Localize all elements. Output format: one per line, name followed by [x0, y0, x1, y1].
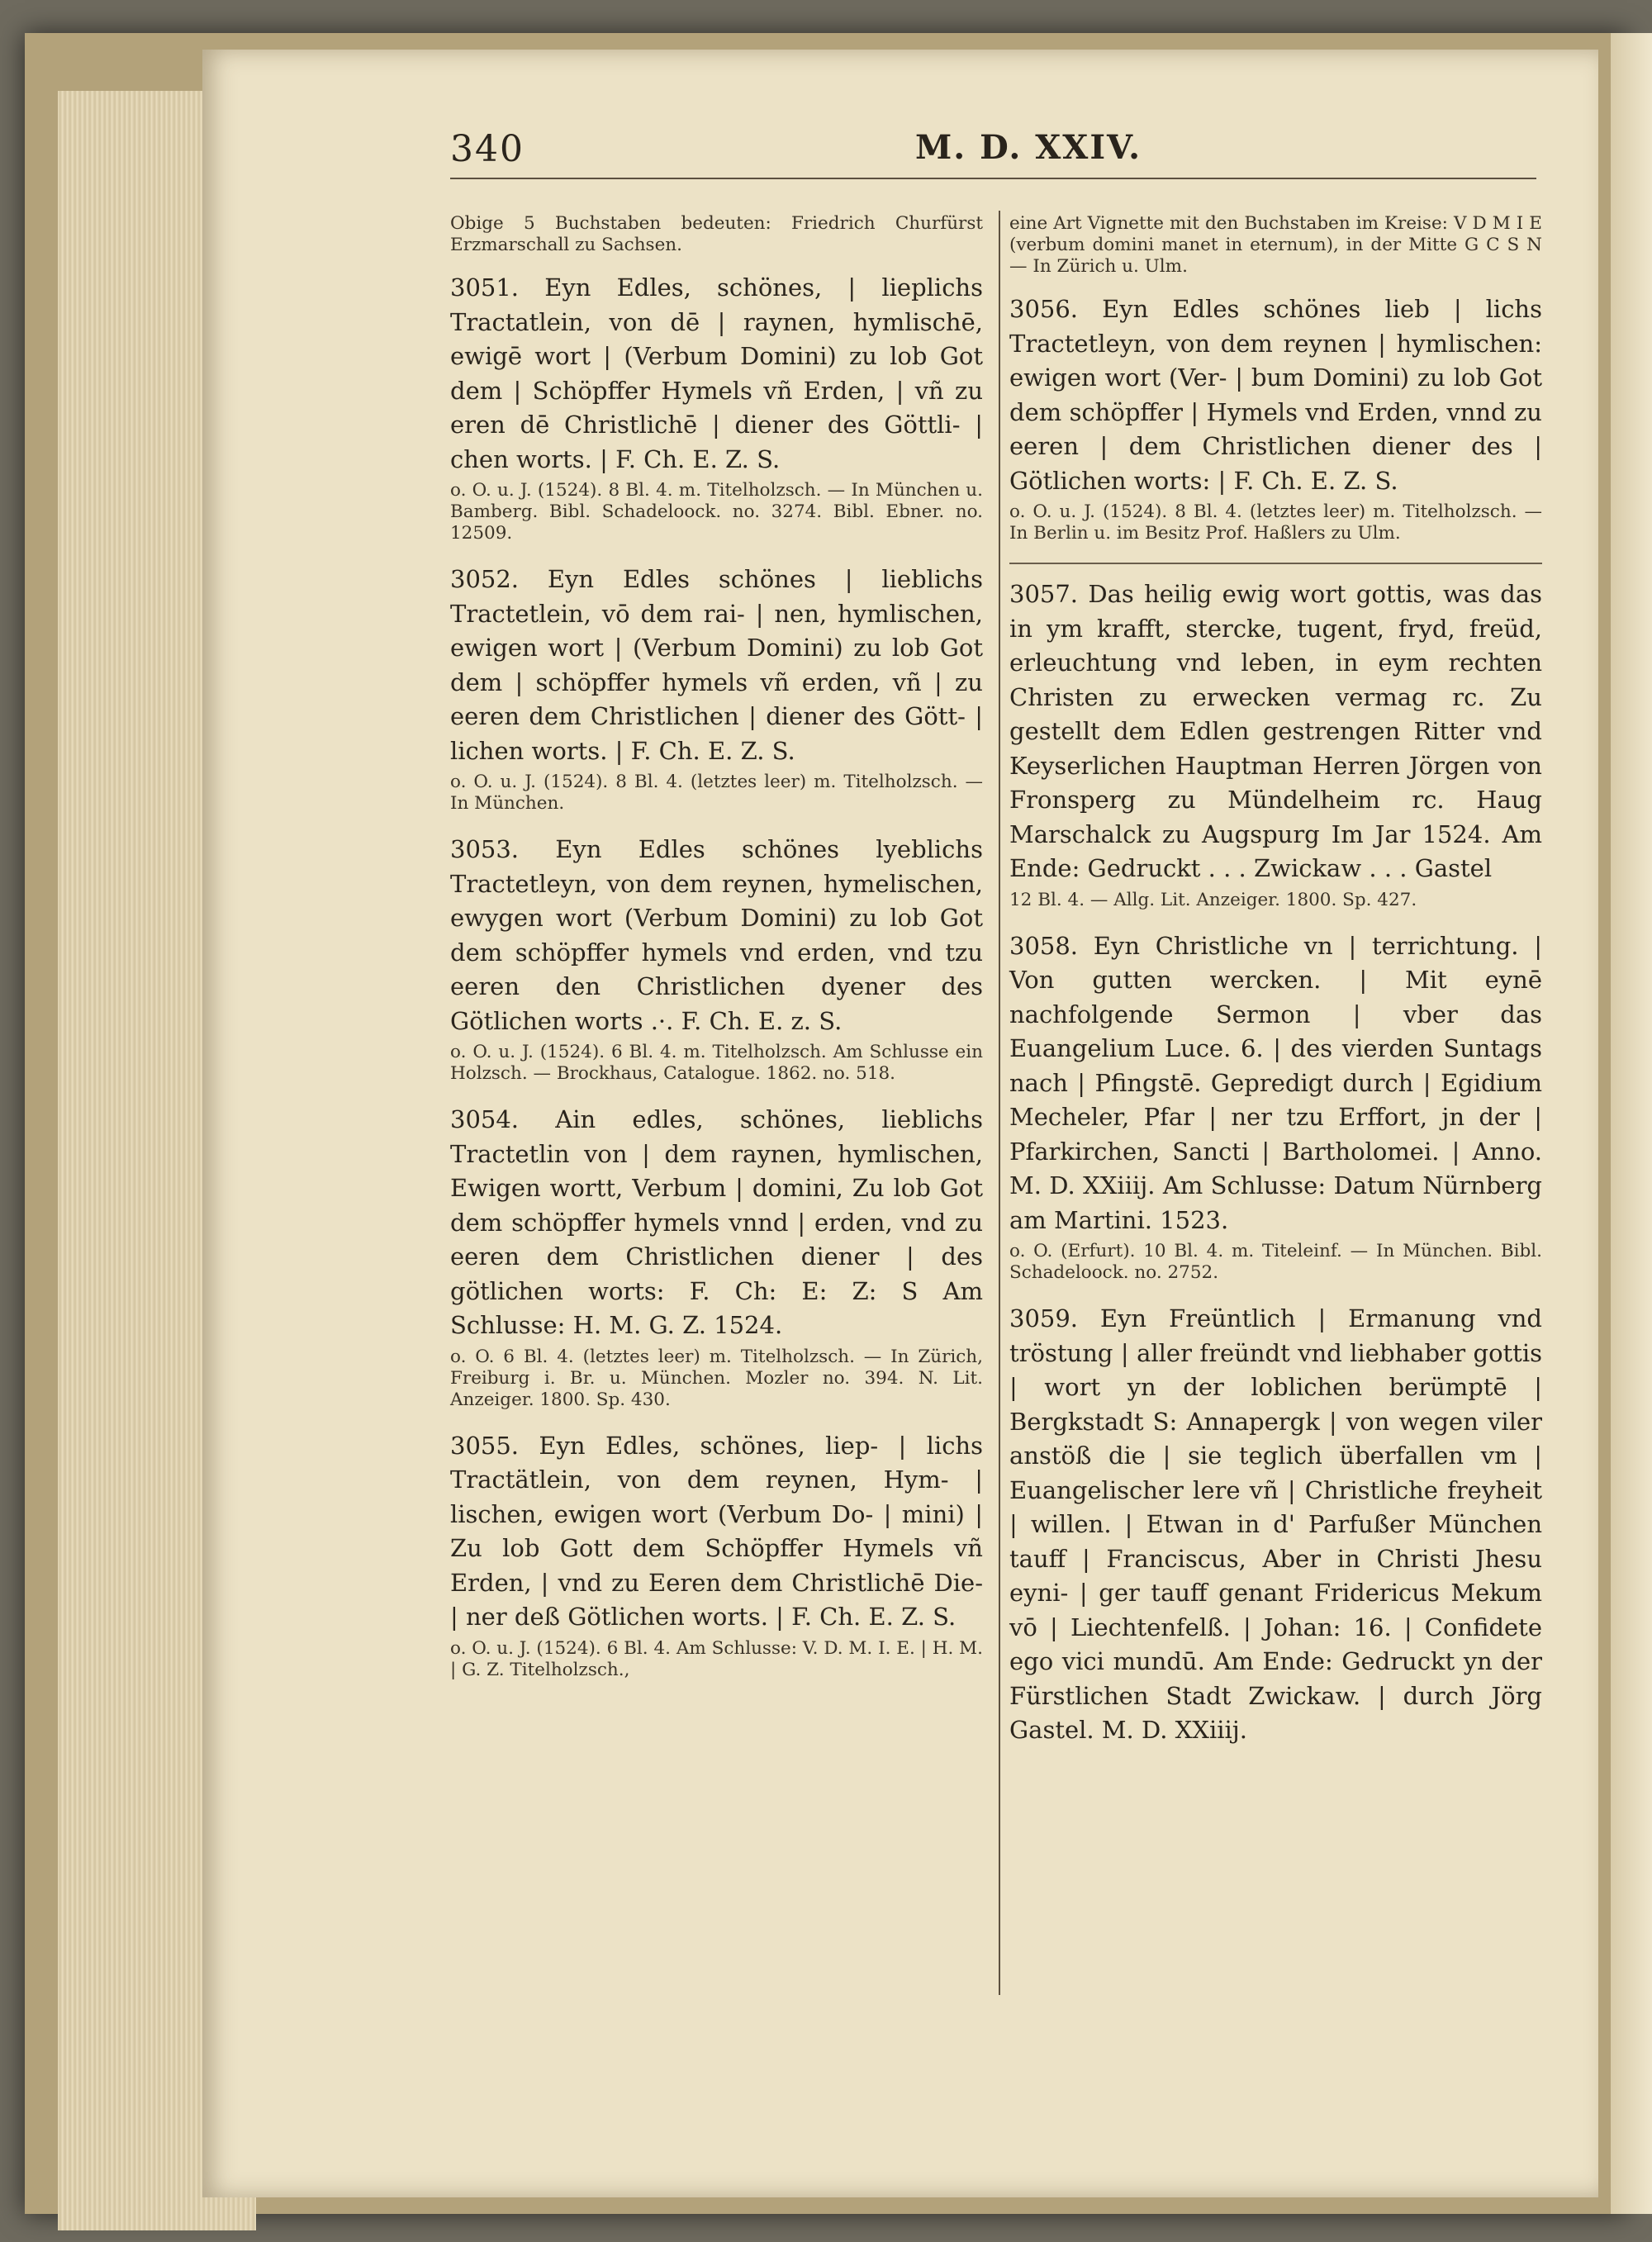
- entry-3056: [1009, 292, 1542, 544]
- lead-note: Obige 5 Buchstaben bedeuten: Friedrich Churfürst Erzmarschall zu Sachsen.: [450, 213, 983, 255]
- entry-title: 3058. Eyn Christliche vn | terrichtung. | Von gutten wercken. | Mit eynē nachfolgende Sermon | vber das Euangelium Luce. 6. | des vierden Suntags nach | Pfingstē. Gepredigt durch | Egidium Mecheler, Pfar | ner tzu Erffort, jn der | Pfarkirchen, Sancti | Bartholomei. | Anno. M. D. XXiiij. Am Schlusse: Datum Nürnberg am Martini. 1523.: [1009, 931, 1542, 1234]
- entry-3055: [450, 1429, 983, 1681]
- facing-page-edge: [1611, 33, 1652, 2214]
- running-header-title: M. D. XXIV.: [915, 128, 1142, 167]
- entry-note: o. O. 6 Bl. 4. (letztes leer) m. Titelholzsch. — In Zürich, Freiburg i. Br. u. München. Mozler no. 394. N. Lit. Anzeiger. 1800. Sp. 430.: [450, 1346, 983, 1410]
- right-column: [1009, 213, 1542, 1766]
- page-number: 340: [450, 128, 525, 170]
- entry-note: o. O. u. J. (1524). 6 Bl. 4. m. Titelholzsch. Am Schlusse ein Holzsch. — Brockhaus, Catalogue. 1862. no. 518.: [450, 1042, 983, 1084]
- entry-title: 3053. Eyn Edles schönes lyeblichs Tractetleyn, von dem reynen, hymelischen, ewygen wort (Verbum Domini) zu lob Got dem schöpffer hymels vnd erden, vnd tzu eeren den Christlichen dyener des Götlichen worts .·. F. Ch. E. z. S.: [450, 835, 983, 1035]
- entry-title: 3057. Das heilig ewig wort gottis, was das in ym krafft, stercke, tugent, fryd, freüd, erleuchtung vnd leben, in eym rechten Christen zu erwecken vermag rc. Zu gestellt dem Edlen gestrengen Ritter vnd Keyserlichen Hauptman Herren Jörgen von Fronsperg zu Mündelheim rc. Haug Marschalck zu Augspurg Im Jar 1524. Am Ende: Gedruckt . . . Zwickaw . . . Gastel: [1009, 580, 1542, 882]
- entry-3057: [1009, 577, 1542, 911]
- header-rule: [450, 178, 1536, 179]
- lead-note: eine Art Vignette mit den Buchstaben im Kreise: V D M I E (verbum domini manet in eternum), in der Mitte G C S N — In Zürich u. Ulm.: [1009, 213, 1542, 277]
- entry-3053: [450, 833, 983, 1085]
- entry-title: 3055. Eyn Edles, schönes, liep- | lichs Tractätlein, von dem reynen, Hym- | lischen, ewigen wort (Verbum Do- | mini) | Zu lob Gott dem Schöpffer Hymels vñ Erden, | vnd zu Eeren dem Christlichē Die- | ner deß Götlichen worts. | F. Ch. E. Z. S.: [450, 1431, 983, 1631]
- entry-title: 3051. Eyn Edles, schönes, | lieplichs Tractatlein, von dē | raynen, hymlischē, ewigē wort | (Verbum Domini) zu lob Got dem | Schöpffer Hymels vñ Erden, | vñ zu eren dē Christlichē | diener des Göttli- | chen worts. | F. Ch. E. Z. S.: [450, 273, 983, 473]
- entry-title: 3054. Ain edles, schönes, lieblichs Tractetlin von | dem raynen, hymlischen, Ewigen wortt, Verbum | domini, Zu lob Got dem schöpffer hymels vnnd | erden, vnd zu eeren dem Christlichen diener | des götlichen worts: F. Ch: E: Z: S Am Schlusse: H. M. G. Z. 1524.: [450, 1105, 983, 1339]
- entry-3058: [1009, 929, 1542, 1285]
- entry-3059: [1009, 1302, 1542, 1748]
- left-column: [450, 213, 983, 1699]
- entry-title: 3059. Eyn Freüntlich | Ermanung vnd tröstung | aller freündt vnd liebhaber gottis | wort yn der loblichen berümptē | Bergkstadt S: Annapergk | von wegen viler anstöß die | sie teglich überfallen vm | Euangelischer lere vñ | Christliche freyheit | willen. | Etwan in d' Parfußer München tauff | Franciscus, Aber in Christi Jhesu eyni- | ger tauff genant Fridericus Mekum vō | Liechtenfelß. | Johan: 16. | Confidete ego vici mundū. Am Ende: Gedruckt yn der Fürstlichen Stadt Zwickaw. | durch Jörg Gastel. M. D. XXiiij.: [1009, 1304, 1542, 1744]
- entry-3054: [450, 1103, 983, 1411]
- entry-title: 3056. Eyn Edles schönes lieb | lichs Tractetleyn, von dem reynen | hymlischen: ewigen wort (Ver- | bum Domini) zu lob Got dem schöpffer | Hymels vnd Erden, vnnd zu eeren | dem Christlichen diener des | Götlichen worts: | F. Ch. E. Z. S.: [1009, 295, 1542, 495]
- entry-title: 3052. Eyn Edles schönes | lieblichs Tractetlein, vō dem rai- | nen, hymlischen, ewigen wort | (Verbum Domini) zu lob Got dem | schöpffer hymels vñ erden, vñ | zu eeren dem Christlichen | diener des Gött- | lichen worts. | F. Ch. E. Z. S.: [450, 565, 983, 765]
- section-rule: [1009, 563, 1542, 564]
- entry-note: o. O. (Erfurt). 10 Bl. 4. m. Titeleinf. — In München. Bibl. Schadeloock. no. 2752.: [1009, 1241, 1542, 1283]
- entry-3052: [450, 563, 983, 815]
- column-divider: [999, 211, 1000, 1995]
- entry-note: 12 Bl. 4. — Allg. Lit. Anzeiger. 1800. Sp. 427.: [1009, 889, 1417, 910]
- entry-note: o. O. u. J. (1524). 8 Bl. 4. m. Titelholzsch. — In München u. Bamberg. Bibl. Schadeloock. no. 3274. Bibl. Ebner. no. 12509.: [450, 480, 983, 544]
- entry-note: o. O. u. J. (1524). 8 Bl. 4. (letztes leer) m. Titelholzsch. — In München.: [450, 772, 983, 814]
- entry-note: o. O. u. J. (1524). 6 Bl. 4. Am Schlusse: V. D. M. I. E. | H. M. | G. Z. Titelholzsch.,: [450, 1637, 983, 1680]
- entry-3051: [450, 271, 983, 544]
- entry-note: o. O. u. J. (1524). 8 Bl. 4. (letztes leer) m. Titelholzsch. — In Berlin u. im Besitz Prof. Haßlers zu Ulm.: [1009, 501, 1542, 544]
